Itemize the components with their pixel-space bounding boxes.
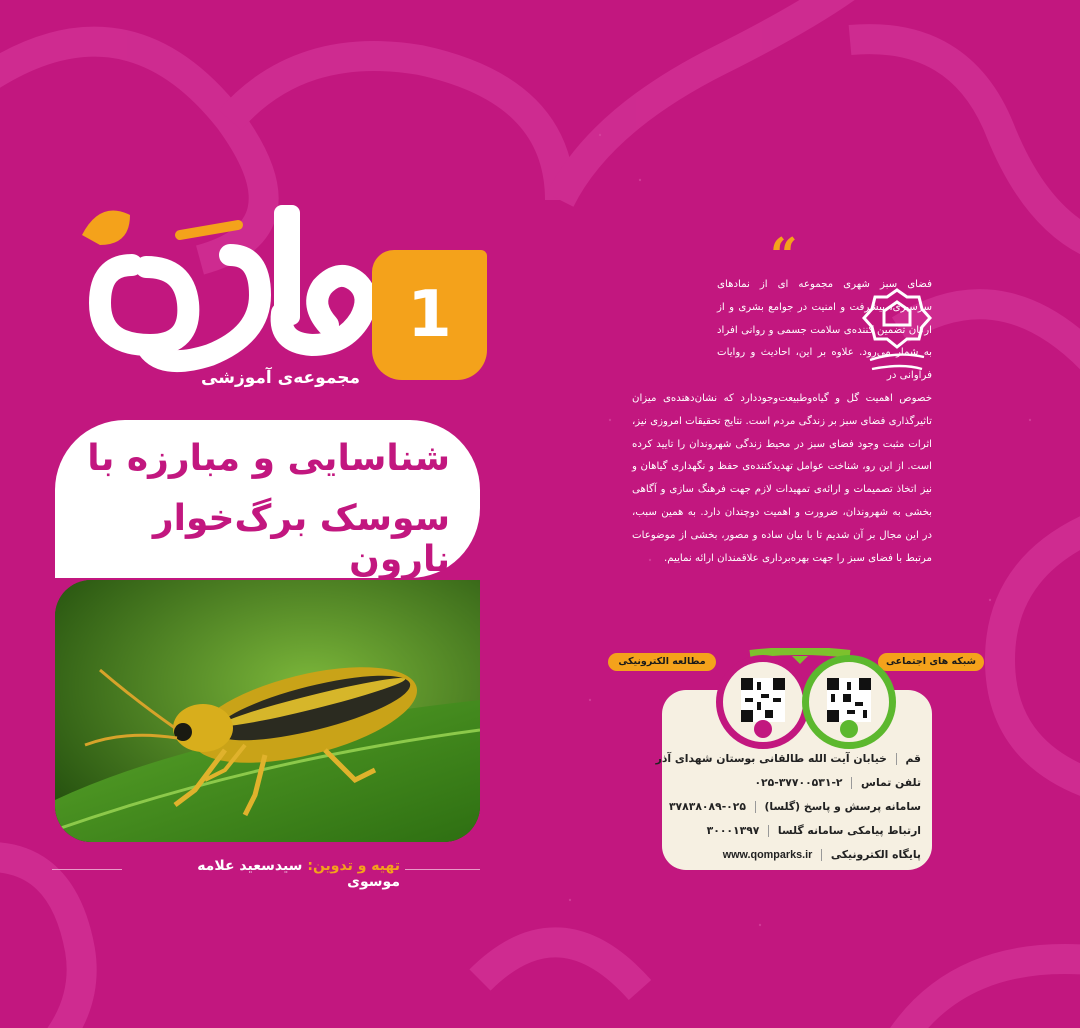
social-qr-ring xyxy=(802,655,896,749)
credit-divider-left xyxy=(52,869,122,870)
credit-label: تهیه و تدوین: xyxy=(307,858,400,874)
credit-name: سیدسعید علامه موسوی xyxy=(197,858,400,890)
credit-divider-right xyxy=(405,869,480,870)
qa-row xyxy=(668,800,921,813)
ebook-qr-ring xyxy=(716,655,810,749)
social-qr-pattern xyxy=(827,678,871,722)
author-credit xyxy=(140,858,400,890)
quote-mark: “ xyxy=(770,228,798,284)
website-link[interactable]: www.qomparks.ir xyxy=(722,849,813,861)
sms-row xyxy=(676,824,921,837)
address-row xyxy=(655,752,921,765)
brand-logo-word xyxy=(60,195,380,385)
book-icon xyxy=(754,720,772,738)
website-key: پایگاه الکترونیکی xyxy=(830,848,921,861)
title-line-1: شناسایی و مبارزه با xyxy=(87,438,450,479)
intro-paragraph-body: خصوص اهمیت گل و گیاه‌وطبیعت‌وجود‌دارد که نشان‌دهنده‌ی میزان تاثیرگذاری فضای سبز بر زندگی مردم است. نتایج تحقیقات امروزی نیز، اثرات مثبت وجود فضای سبز در محیط زندگی شهروندان را تایید کرده است. از این رو، شناخت عوامل تهدیدکننده‌ی حفظ و نگهداری گیاهان و نیز اتخاذ تصمیمات و ارائه‌ی تمهیدات لازم جهت فرهنگ سازی و آگاهی بخشی به شهروندان، ضرورت و اهمیت دوچندان دارد. به همین سبب، در این مجال بر آن شدیم تا با بیان ساده و مصور، بخشی از موضوعات مرتبط با فضای سبز را جهت بهره‌برداری علاقمندان ارائه نماییم. xyxy=(632,393,932,564)
label-ebook: مطالعه الکترونیکی xyxy=(608,653,716,671)
title-box xyxy=(55,420,480,578)
volume-number-badge: 1 xyxy=(372,250,487,380)
qa-value: ۰۲۵-۳۷۸۳۸۰۸۹ xyxy=(668,800,746,813)
beetle-photo xyxy=(55,580,480,842)
series-label: مجموعه‌ی آموزشی xyxy=(201,368,360,388)
intro-paragraph-top: فضای سبز شهری مجموعه ای از نمادهای سرسبزی، پیشرفت و امنیت در جوامع بشری و از ارکان تضمین کننده‌ی سلامت جسمی و روانی افراد به شمار می‌رود. علاوه بر این، احادیث و روایات فراوانی در xyxy=(717,279,932,382)
social-qr-code[interactable] xyxy=(827,678,871,722)
address-key: قم xyxy=(905,752,921,765)
sms-value: ۳۰۰۰۱۳۹۷ xyxy=(706,824,760,837)
title-line-2: سوسک برگ‌خوار نارون xyxy=(152,498,450,580)
phone-value: ۲-۳۷۷۰۰۵۳۱-۰۲۵ xyxy=(754,776,843,789)
phone-key: تلفن تماس xyxy=(861,776,921,789)
address-value: خیابان آیت الله طالقانی بوستان شهدای آذر xyxy=(655,752,887,765)
phone-row xyxy=(676,776,921,789)
qa-key: سامانه پرسش و پاسخ (گلسا) xyxy=(764,800,921,813)
website-row xyxy=(676,848,921,861)
ebook-qr-pattern xyxy=(741,678,785,722)
beetle-illustration xyxy=(55,580,480,842)
label-social-networks: شبکه های اجتماعی xyxy=(878,653,984,671)
ebook-qr-code[interactable] xyxy=(741,678,785,722)
globe-icon xyxy=(840,720,858,738)
sms-key: ارتباط پیامکی سامانه گلسا xyxy=(777,824,921,837)
